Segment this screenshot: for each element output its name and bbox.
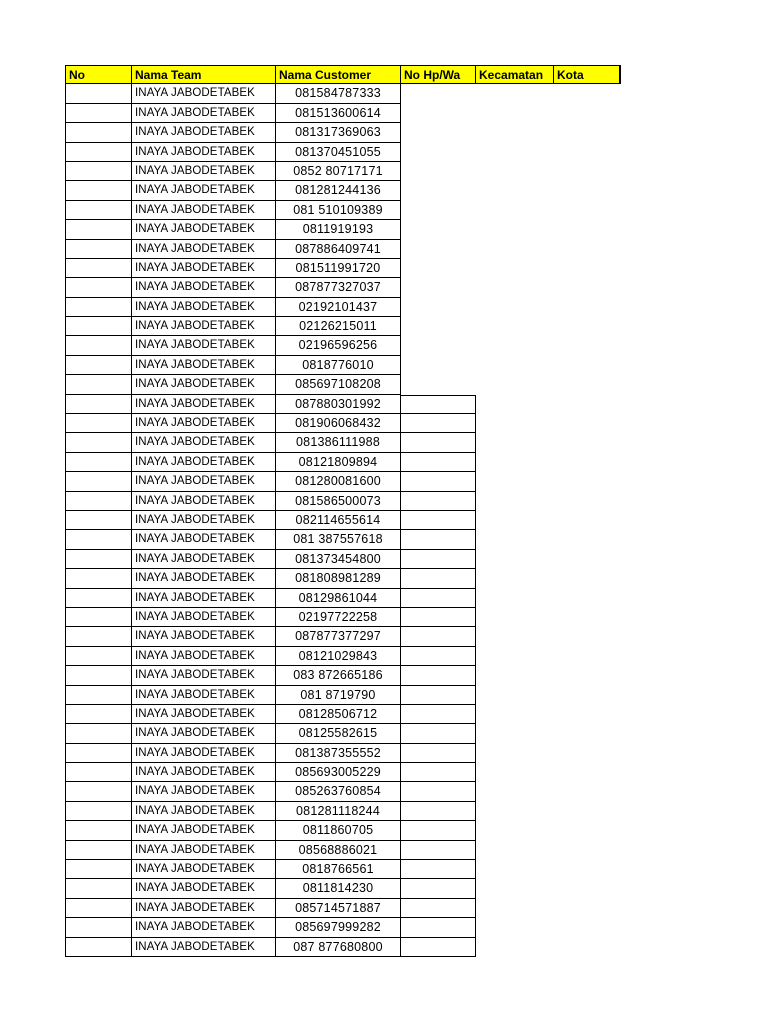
team-cell[interactable]: INAYA JABODETABEK — [132, 181, 276, 200]
customer-phone-cell[interactable]: 081386111988 — [276, 433, 401, 452]
no-cell[interactable] — [65, 511, 132, 530]
hp-wa-cell[interactable] — [401, 336, 476, 355]
hp-wa-cell[interactable] — [401, 453, 476, 472]
customer-phone-cell[interactable]: 083 872665186 — [276, 666, 401, 685]
no-cell[interactable] — [65, 724, 132, 743]
no-cell[interactable] — [65, 841, 132, 860]
no-cell[interactable] — [65, 84, 132, 103]
customer-phone-cell[interactable]: 081281118244 — [276, 802, 401, 821]
table-row — [65, 918, 621, 937]
customer-phone-cell[interactable]: 081511991720 — [276, 259, 401, 278]
customer-phone-cell[interactable]: 087877327037 — [276, 278, 401, 297]
customer-phone-cell[interactable]: 08129861044 — [276, 589, 401, 608]
no-cell[interactable] — [65, 336, 132, 355]
customer-phone-cell[interactable]: 081808981289 — [276, 569, 401, 588]
no-cell[interactable] — [65, 899, 132, 918]
no-cell[interactable] — [65, 686, 132, 705]
no-cell[interactable] — [65, 162, 132, 181]
customer-phone-cell[interactable]: 081373454800 — [276, 550, 401, 569]
customer-phone-cell[interactable]: 081513600614 — [276, 104, 401, 123]
no-cell[interactable] — [65, 860, 132, 879]
customer-phone-cell[interactable]: 081317369063 — [276, 123, 401, 142]
hp-wa-cell[interactable] — [401, 530, 476, 549]
table-row — [65, 724, 621, 743]
customer-phone-cell[interactable]: 081906068432 — [276, 414, 401, 433]
hp-wa-cell[interactable] — [401, 686, 476, 705]
hp-wa-cell[interactable] — [401, 414, 476, 433]
table-row — [65, 744, 621, 763]
table-row — [65, 899, 621, 918]
hp-wa-cell[interactable] — [401, 860, 476, 879]
customer-phone-cell[interactable]: 02196596256 — [276, 336, 401, 355]
team-cell[interactable]: INAYA JABODETABEK — [132, 918, 276, 937]
team-cell[interactable]: INAYA JABODETABEK — [132, 938, 276, 957]
team-cell[interactable]: INAYA JABODETABEK — [132, 782, 276, 801]
team-cell[interactable]: INAYA JABODETABEK — [132, 143, 276, 162]
hp-wa-cell[interactable] — [401, 259, 476, 278]
no-cell[interactable] — [65, 550, 132, 569]
hp-wa-cell[interactable] — [401, 821, 476, 840]
table-row — [65, 220, 621, 239]
hp-wa-cell[interactable] — [401, 841, 476, 860]
hp-wa-cell[interactable] — [401, 395, 476, 414]
customer-phone-cell[interactable]: 0852 80717171 — [276, 162, 401, 181]
table-body — [65, 84, 621, 957]
customer-phone-cell[interactable]: 081 510109389 — [276, 201, 401, 220]
team-cell[interactable]: INAYA JABODETABEK — [132, 511, 276, 530]
table-row — [65, 433, 621, 452]
no-cell[interactable] — [65, 627, 132, 646]
team-cell[interactable]: INAYA JABODETABEK — [132, 433, 276, 452]
hp-wa-cell[interactable] — [401, 220, 476, 239]
team-cell[interactable]: INAYA JABODETABEK — [132, 336, 276, 355]
team-cell[interactable]: INAYA JABODETABEK — [132, 278, 276, 297]
team-cell[interactable]: INAYA JABODETABEK — [132, 686, 276, 705]
header-no[interactable]: No — [65, 65, 132, 84]
customer-phone-cell[interactable]: 0811919193 — [276, 220, 401, 239]
table-row — [65, 705, 621, 724]
hp-wa-cell[interactable] — [401, 356, 476, 375]
team-cell[interactable]: INAYA JABODETABEK — [132, 395, 276, 414]
no-cell[interactable] — [65, 705, 132, 724]
table-row — [65, 647, 621, 666]
customer-phone-cell[interactable]: 02126215011 — [276, 317, 401, 336]
hp-wa-cell[interactable] — [401, 84, 476, 103]
customer-phone-cell[interactable]: 085697999282 — [276, 918, 401, 937]
table-row — [65, 278, 621, 297]
customer-phone-cell[interactable]: 08121809894 — [276, 453, 401, 472]
no-cell[interactable] — [65, 589, 132, 608]
hp-wa-cell[interactable] — [401, 181, 476, 200]
no-cell[interactable] — [65, 123, 132, 142]
hp-wa-cell[interactable] — [401, 162, 476, 181]
customer-phone-cell[interactable]: 0811814230 — [276, 879, 401, 898]
customer-phone-cell[interactable]: 085263760854 — [276, 782, 401, 801]
no-cell[interactable] — [65, 356, 132, 375]
hp-wa-cell[interactable] — [401, 375, 476, 394]
table-row — [65, 162, 621, 181]
no-cell[interactable] — [65, 317, 132, 336]
no-cell[interactable] — [65, 802, 132, 821]
table-row — [65, 860, 621, 879]
team-cell[interactable]: INAYA JABODETABEK — [132, 375, 276, 394]
team-cell[interactable]: INAYA JABODETABEK — [132, 298, 276, 317]
table-row — [65, 104, 621, 123]
team-cell[interactable]: INAYA JABODETABEK — [132, 879, 276, 898]
hp-wa-cell[interactable] — [401, 511, 476, 530]
spreadsheet-table — [65, 65, 621, 957]
table-row — [65, 317, 621, 336]
hp-wa-cell[interactable] — [401, 608, 476, 627]
table-row — [65, 763, 621, 782]
table-row — [65, 201, 621, 220]
team-cell[interactable]: INAYA JABODETABEK — [132, 162, 276, 181]
header-row — [65, 65, 621, 84]
customer-phone-cell[interactable]: 08125582615 — [276, 724, 401, 743]
no-cell[interactable] — [65, 259, 132, 278]
no-cell[interactable] — [65, 918, 132, 937]
customer-phone-cell[interactable]: 087880301992 — [276, 395, 401, 414]
team-cell[interactable]: INAYA JABODETABEK — [132, 744, 276, 763]
table-row — [65, 472, 621, 491]
table-row — [65, 550, 621, 569]
hp-wa-cell[interactable] — [401, 918, 476, 937]
table-row — [65, 492, 621, 511]
table-row — [65, 395, 621, 414]
hp-wa-cell[interactable] — [401, 240, 476, 259]
table-row — [65, 686, 621, 705]
table-row — [65, 569, 621, 588]
table-row — [65, 123, 621, 142]
team-cell[interactable]: INAYA JABODETABEK — [132, 821, 276, 840]
table-row — [65, 453, 621, 472]
no-cell[interactable] — [65, 744, 132, 763]
no-cell[interactable] — [65, 143, 132, 162]
hp-wa-cell[interactable] — [401, 472, 476, 491]
customer-phone-cell[interactable]: 08568886021 — [276, 841, 401, 860]
no-cell[interactable] — [65, 181, 132, 200]
header-no-hp-wa[interactable]: No Hp/Wa — [401, 65, 476, 84]
hp-wa-cell[interactable] — [401, 123, 476, 142]
table-row — [65, 938, 621, 957]
customer-phone-cell[interactable]: 081584787333 — [276, 84, 401, 103]
table-row — [65, 375, 621, 394]
customer-phone-cell[interactable]: 02192101437 — [276, 298, 401, 317]
no-cell[interactable] — [65, 666, 132, 685]
hp-wa-cell[interactable] — [401, 744, 476, 763]
hp-wa-cell[interactable] — [401, 433, 476, 452]
customer-phone-cell[interactable]: 085697108208 — [276, 375, 401, 394]
customer-phone-cell[interactable]: 08121029843 — [276, 647, 401, 666]
no-cell[interactable] — [65, 298, 132, 317]
no-cell[interactable] — [65, 938, 132, 957]
no-cell[interactable] — [65, 104, 132, 123]
hp-wa-cell[interactable] — [401, 705, 476, 724]
team-cell[interactable]: INAYA JABODETABEK — [132, 472, 276, 491]
header-kecamatan[interactable]: Kecamatan — [476, 65, 554, 84]
hp-wa-cell[interactable] — [401, 317, 476, 336]
team-cell[interactable]: INAYA JABODETABEK — [132, 201, 276, 220]
team-cell[interactable]: INAYA JABODETABEK — [132, 899, 276, 918]
hp-wa-cell[interactable] — [401, 550, 476, 569]
hp-wa-cell[interactable] — [401, 201, 476, 220]
hp-wa-cell[interactable] — [401, 938, 476, 957]
customer-phone-cell[interactable]: 0818766561 — [276, 860, 401, 879]
no-cell[interactable] — [65, 472, 132, 491]
hp-wa-cell[interactable] — [401, 589, 476, 608]
table-row — [65, 879, 621, 898]
customer-phone-cell[interactable]: 087877377297 — [276, 627, 401, 646]
table-row — [65, 336, 621, 355]
table-row — [65, 414, 621, 433]
no-cell[interactable] — [65, 414, 132, 433]
customer-phone-cell[interactable]: 087 877680800 — [276, 938, 401, 957]
team-cell[interactable]: INAYA JABODETABEK — [132, 647, 276, 666]
team-cell[interactable]: INAYA JABODETABEK — [132, 569, 276, 588]
hp-wa-cell[interactable] — [401, 879, 476, 898]
no-cell[interactable] — [65, 763, 132, 782]
customer-phone-cell[interactable]: 082114655614 — [276, 511, 401, 530]
customer-phone-cell[interactable]: 0818776010 — [276, 356, 401, 375]
customer-phone-cell[interactable]: 081280081600 — [276, 472, 401, 491]
table-row — [65, 589, 621, 608]
team-cell[interactable]: INAYA JABODETABEK — [132, 705, 276, 724]
team-cell[interactable]: INAYA JABODETABEK — [132, 317, 276, 336]
table-row — [65, 259, 621, 278]
no-cell[interactable] — [65, 240, 132, 259]
no-cell[interactable] — [65, 375, 132, 394]
customer-phone-cell[interactable]: 08128506712 — [276, 705, 401, 724]
no-cell[interactable] — [65, 433, 132, 452]
hp-wa-cell[interactable] — [401, 647, 476, 666]
hp-wa-cell[interactable] — [401, 492, 476, 511]
team-cell[interactable]: INAYA JABODETABEK — [132, 763, 276, 782]
customer-phone-cell[interactable]: 02197722258 — [276, 608, 401, 627]
header-nama-team[interactable]: Nama Team — [132, 65, 276, 84]
customer-phone-cell[interactable]: 085714571887 — [276, 899, 401, 918]
team-cell[interactable]: INAYA JABODETABEK — [132, 123, 276, 142]
table-row — [65, 84, 621, 103]
customer-phone-cell[interactable]: 087886409741 — [276, 240, 401, 259]
team-cell[interactable]: INAYA JABODETABEK — [132, 240, 276, 259]
team-cell[interactable]: INAYA JABODETABEK — [132, 220, 276, 239]
table-row — [65, 841, 621, 860]
team-cell[interactable]: INAYA JABODETABEK — [132, 356, 276, 375]
table-row — [65, 782, 621, 801]
no-cell[interactable] — [65, 530, 132, 549]
hp-wa-cell[interactable] — [401, 104, 476, 123]
customer-phone-cell[interactable]: 081 8719790 — [276, 686, 401, 705]
table-row — [65, 608, 621, 627]
hp-wa-cell[interactable] — [401, 627, 476, 646]
no-cell[interactable] — [65, 395, 132, 414]
table-row — [65, 530, 621, 549]
team-cell[interactable]: INAYA JABODETABEK — [132, 550, 276, 569]
customer-phone-cell[interactable]: 085693005229 — [276, 763, 401, 782]
hp-wa-cell[interactable] — [401, 569, 476, 588]
no-cell[interactable] — [65, 879, 132, 898]
team-cell[interactable]: INAYA JABODETABEK — [132, 530, 276, 549]
team-cell[interactable]: INAYA JABODETABEK — [132, 841, 276, 860]
no-cell[interactable] — [65, 201, 132, 220]
hp-wa-cell[interactable] — [401, 666, 476, 685]
header-nama-customer[interactable]: Nama Customer — [276, 65, 401, 84]
table-row — [65, 181, 621, 200]
customer-phone-cell[interactable]: 081586500073 — [276, 492, 401, 511]
customer-phone-cell[interactable]: 0811860705 — [276, 821, 401, 840]
no-cell[interactable] — [65, 569, 132, 588]
team-cell[interactable]: INAYA JABODETABEK — [132, 724, 276, 743]
team-cell[interactable]: INAYA JABODETABEK — [132, 414, 276, 433]
no-cell[interactable] — [65, 453, 132, 472]
customer-phone-cell[interactable]: 081281244136 — [276, 181, 401, 200]
table-row — [65, 298, 621, 317]
hp-wa-cell[interactable] — [401, 802, 476, 821]
no-cell[interactable] — [65, 821, 132, 840]
table-row — [65, 627, 621, 646]
no-cell[interactable] — [65, 782, 132, 801]
customer-phone-cell[interactable]: 081 387557618 — [276, 530, 401, 549]
team-cell[interactable]: INAYA JABODETABEK — [132, 492, 276, 511]
team-cell[interactable]: INAYA JABODETABEK — [132, 860, 276, 879]
table-row — [65, 356, 621, 375]
team-cell[interactable]: INAYA JABODETABEK — [132, 453, 276, 472]
hp-wa-cell[interactable] — [401, 143, 476, 162]
table-row — [65, 511, 621, 530]
table-row — [65, 821, 621, 840]
hp-wa-cell[interactable] — [401, 763, 476, 782]
no-cell[interactable] — [65, 608, 132, 627]
table-row — [65, 143, 621, 162]
hp-wa-cell[interactable] — [401, 278, 476, 297]
team-cell[interactable]: INAYA JABODETABEK — [132, 84, 276, 103]
header-kota[interactable]: Kota — [554, 65, 621, 84]
team-cell[interactable]: INAYA JABODETABEK — [132, 627, 276, 646]
table-row — [65, 666, 621, 685]
team-cell[interactable]: INAYA JABODETABEK — [132, 259, 276, 278]
hp-wa-cell[interactable] — [401, 899, 476, 918]
customer-phone-cell[interactable]: 081387355552 — [276, 744, 401, 763]
hp-wa-cell[interactable] — [401, 724, 476, 743]
no-cell[interactable] — [65, 220, 132, 239]
table-row — [65, 802, 621, 821]
no-cell[interactable] — [65, 647, 132, 666]
team-cell[interactable]: INAYA JABODETABEK — [132, 104, 276, 123]
table-row — [65, 240, 621, 259]
team-cell[interactable]: INAYA JABODETABEK — [132, 608, 276, 627]
no-cell[interactable] — [65, 492, 132, 511]
team-cell[interactable]: INAYA JABODETABEK — [132, 589, 276, 608]
customer-phone-cell[interactable]: 081370451055 — [276, 143, 401, 162]
hp-wa-cell[interactable] — [401, 298, 476, 317]
hp-wa-cell[interactable] — [401, 782, 476, 801]
no-cell[interactable] — [65, 278, 132, 297]
team-cell[interactable]: INAYA JABODETABEK — [132, 802, 276, 821]
team-cell[interactable]: INAYA JABODETABEK — [132, 666, 276, 685]
